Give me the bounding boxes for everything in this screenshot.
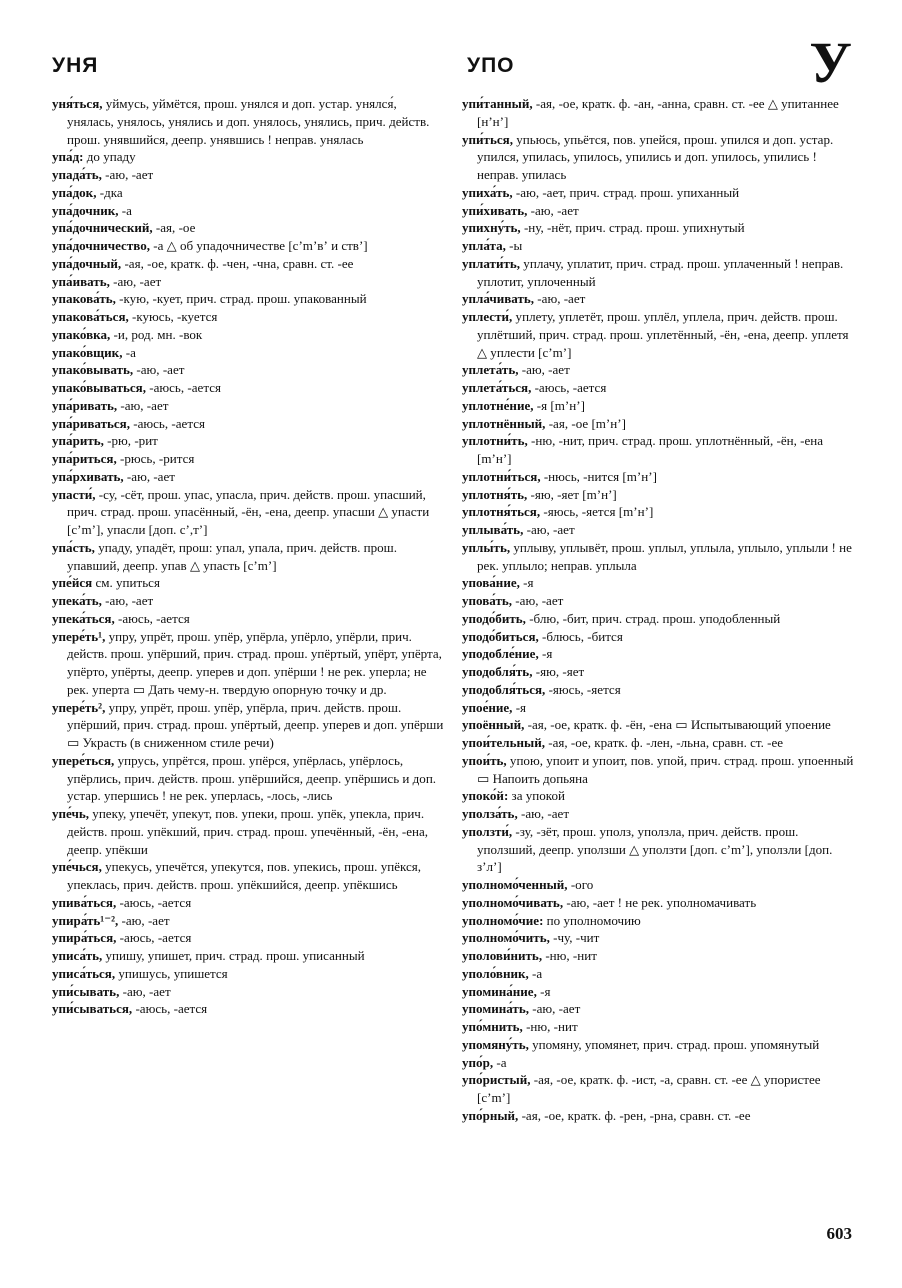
entry-headword: упа́ривать, xyxy=(52,397,118,413)
dictionary-entry xyxy=(52,148,444,166)
dictionary-entry xyxy=(462,184,854,202)
dictionary-entry xyxy=(52,379,444,397)
entry-body: -нюсь, -нится [mʼнʼ] xyxy=(540,468,657,484)
dictionary-entry xyxy=(52,592,444,610)
entry-body: -аю, -ает, прич. страд. прош. упиханный xyxy=(512,184,740,200)
entry-body: -яюсь, -яется xyxy=(545,681,621,697)
dictionary-entry xyxy=(462,237,854,255)
entry-headword: уплотне́ние, xyxy=(462,397,534,413)
entry-headword: упа́рхивать, xyxy=(52,468,124,484)
entry-body: -ая, -ое, кратк. ф. -ан, -анна, сравн. ст. -ее △ упитаннее [нʼнʼ] xyxy=(477,96,839,129)
entry-body: -ая, -ое xyxy=(152,220,196,236)
entry-headword: упе́чься, xyxy=(52,859,102,875)
entry-headword: уподобля́ться, xyxy=(462,681,546,697)
entry-headword: упакова́ться, xyxy=(52,309,129,324)
dictionary-entry xyxy=(462,432,854,468)
entry-headword: упа́дочный, xyxy=(52,255,122,271)
entry-headword: упако́вываться, xyxy=(52,380,146,395)
entry-headword: упако́вывать, xyxy=(52,362,134,378)
entry-body: -аю, -ает xyxy=(119,983,171,999)
entry-body: -ая, -ое, кратк. ф. -чен, -чна, сравн. ст. -ее xyxy=(121,255,354,271)
dictionary-entry xyxy=(462,397,854,415)
entry-headword: упе́йся xyxy=(52,575,93,591)
dictionary-entry xyxy=(52,468,444,486)
entry-body: -аю, -ает xyxy=(101,167,154,182)
entry-headword: уплотни́ться, xyxy=(462,468,541,484)
entry-body: уймусь, уймётся, прош. унялся и доп. устар. унялся́, унялась, унялось, унялись и доп. унялось, унялись, прич. действ. прош. унявшийся, деепр. унявшись ! неправ. унялась xyxy=(67,96,430,147)
dictionary-entry xyxy=(462,592,854,610)
entry-body: -ню, -нит xyxy=(522,1019,578,1034)
entry-headword: упои́ть, xyxy=(462,752,507,768)
dictionary-entry xyxy=(462,805,854,823)
entry-headword: упива́ться, xyxy=(52,894,117,910)
entry-body: упаду, упадёт, прош: упал, упала, прич. действ. прош. упавший, деепр. упав △ упасть [сʼmʼ] xyxy=(67,539,397,573)
dictionary-entry xyxy=(52,202,444,220)
entry-body: -аюсь, -ается xyxy=(116,894,192,910)
entry-body: -су, -сёт, прош. упас, упасла, прич. действ. прош. упасший, прич. страд. прош. упасённый, -ён, -ена, деепр. упасши △ упасти [сʼmʼ], упасли [доп. сʼ,тʼ] xyxy=(67,486,430,537)
entry-headword: упасти́, xyxy=(52,486,96,502)
entry-body: упрусь, упрётся, прош. упёрся, упёрлась, упёрлось, упёрлись, прич. действ. прош. упёршийся, деепр. упёршись и доп. устар. упершись ! не рек. уперлась, -лось, -лись xyxy=(67,752,437,804)
dictionary-entry xyxy=(52,574,444,592)
entry-headword: уползти́, xyxy=(462,823,513,839)
section-letter: У xyxy=(809,30,852,95)
dictionary-entry xyxy=(462,255,854,291)
entry-body: -блю, -бит, прич. страд. прош. уподобленный xyxy=(525,610,781,626)
entry-headword: упере́ться, xyxy=(52,752,115,768)
entry-body: -рюсь, -рится xyxy=(116,451,195,466)
entry-body: -ая, -ое, кратк. ф. -лен, -льна, сравн. ст. -ее xyxy=(544,735,784,750)
dictionary-entry xyxy=(462,752,854,788)
entry-body: -аюсь, -ается xyxy=(132,1001,208,1017)
entry-body: -а xyxy=(493,1054,507,1070)
dictionary-entry xyxy=(462,468,854,486)
entry-body: -аю, -ает xyxy=(101,593,154,608)
entry-body: уплету, уплетёт, прош. уплёл, уплела, прич. действ. прош. уплётший, прич. страд. прош. уплетённый, -ён, -ена, деепр. уплетя △ уплести [сʼmʼ] xyxy=(477,309,849,360)
entry-headword: упа́ивать, xyxy=(52,273,110,289)
dictionary-entry xyxy=(462,894,854,912)
entry-headword: упако́вка, xyxy=(52,326,111,342)
entry-headword: упира́ться, xyxy=(52,930,117,946)
entry-headword: уподобле́ние, xyxy=(462,646,539,662)
entry-headword: упере́ть², xyxy=(52,699,106,715)
dictionary-entry xyxy=(462,912,854,930)
entry-headword: упа́дочник, xyxy=(52,202,119,218)
entry-body: -зу, -зёт, прош. уполз, уползла, прич. действ. прош. уползший, деепр. уползши △ уползти [доп. сʼmʼ], уползли [доп. зʼлʼ] xyxy=(477,823,833,875)
entry-body: -ню, -нит xyxy=(542,948,597,963)
entry-headword: уплета́ться, xyxy=(462,380,532,395)
dictionary-entry xyxy=(462,716,854,734)
entry-body: упишу, упишет, прич. страд. прош. уписанный xyxy=(102,948,365,963)
entry-headword: уподо́биться, xyxy=(462,628,539,644)
entry-body: -я xyxy=(512,699,527,715)
entry-headword: упере́ть¹, xyxy=(52,628,106,644)
entry-body: -ая, -ое, кратк. ф. -ист, -а, сравн. ст. -ее △ упористее [сʼmʼ] xyxy=(477,1072,821,1105)
dictionary-entry xyxy=(462,1107,854,1125)
entry-headword: упа́д: xyxy=(52,149,84,165)
entry-headword: уполза́ть, xyxy=(462,806,518,821)
entry-headword: упова́ть, xyxy=(462,593,513,608)
entry-headword: упо́ристый, xyxy=(462,1072,531,1088)
running-head-right: УПО xyxy=(467,54,515,77)
dictionary-entry xyxy=(462,415,854,433)
entry-headword: упомина́ние, xyxy=(462,983,537,999)
entry-body: -я xyxy=(536,983,551,999)
dictionary-entry xyxy=(462,521,854,539)
dictionary-entry xyxy=(52,219,444,237)
entry-headword: уподо́бить, xyxy=(462,610,526,626)
entry-body: -блюсь, -бится xyxy=(538,628,623,644)
entry-headword: уплести́, xyxy=(462,309,513,324)
entry-body: -я xyxy=(538,646,553,662)
entry-headword: упа́дочнический, xyxy=(52,220,153,236)
dictionary-entry xyxy=(52,166,444,184)
entry-body: -аю, -ает xyxy=(518,362,570,378)
entry-headword: уподобля́ть, xyxy=(462,664,533,679)
entry-body: -аюсь, -ается xyxy=(146,380,221,395)
entry-headword: уполномо́чие: xyxy=(462,912,544,928)
entry-body: -аю, -ает xyxy=(523,522,575,537)
dictionary-entry xyxy=(52,539,444,575)
entry-headword: упа́риваться, xyxy=(52,415,130,431)
entry-headword: уня́ться, xyxy=(52,96,103,111)
entry-body: -аю, -ает xyxy=(517,806,570,821)
dictionary-entry xyxy=(462,787,854,805)
entry-headword: уполо́вник, xyxy=(462,965,529,981)
entry-headword: упакова́ть, xyxy=(52,291,116,307)
entry-headword: упои́тельный, xyxy=(462,735,545,750)
entry-headword: упи́танный, xyxy=(462,96,533,111)
dictionary-entry xyxy=(52,628,444,699)
entry-headword: упла́та, xyxy=(462,238,506,253)
dictionary-entry xyxy=(52,255,444,273)
entry-body: -аю, -ает xyxy=(529,1001,581,1017)
entry-body: -я [mʼнʼ] xyxy=(533,397,585,413)
dictionary-entry xyxy=(52,308,444,326)
dictionary-entry xyxy=(462,1018,854,1036)
entry-headword: упо́мнить, xyxy=(462,1019,523,1034)
entry-body: упишусь, упишется xyxy=(115,965,228,981)
entry-headword: уполови́нить, xyxy=(462,948,543,963)
entry-body: упру, упрёт, прош. упёр, упёрла, упёрло, упёрли, прич. действ. прош. упёрший, прич. страд. прош. упёртый, упёрт, упёрта, упёрто, упёрты, деепр. уперев и доп. упёрши ! не рек. уперла; не рек. уперта ▭ Дать чему-н. твердую опорную точку и др. xyxy=(67,628,442,697)
entry-headword: упова́ние, xyxy=(462,575,520,591)
entry-body: до упаду xyxy=(83,149,136,165)
dictionary-entry xyxy=(462,929,854,947)
entry-body: -ну, -нёт, прич. страд. прош. упихнутый xyxy=(520,220,745,236)
entry-body: -аюсь, -ается xyxy=(116,930,192,946)
dictionary-entry xyxy=(52,752,444,805)
entry-headword: упира́ть¹⁻², xyxy=(52,912,119,928)
dictionary-entry xyxy=(52,344,444,362)
entry-headword: упла́чивать, xyxy=(462,291,535,307)
dictionary-entry xyxy=(52,290,444,308)
entry-headword: упихну́ть, xyxy=(462,220,521,236)
entry-body: -рю, -рит xyxy=(103,433,158,449)
entry-body: -яю, -яет xyxy=(532,664,585,679)
dictionary-entry xyxy=(52,361,444,379)
entry-body: -аю, -ает xyxy=(512,593,564,608)
entry-body: упеку, упечёт, упекут, пов. упеки, прош. упёк, упекла, прич. действ. прош. упёкший, прич. страд. прош. упечённый, -ён, -ена, деепр. упёкши xyxy=(67,806,429,857)
entry-body: -а xyxy=(118,202,132,218)
dictionary-entry xyxy=(52,326,444,344)
entry-body: -а xyxy=(122,344,136,360)
dictionary-entry xyxy=(462,663,854,681)
entry-headword: упи́сывать, xyxy=(52,983,120,999)
entry-headword: упа́риться, xyxy=(52,451,117,466)
dictionary-entry xyxy=(52,1000,444,1018)
entry-body: -аюсь, -ается xyxy=(114,610,190,626)
left-column xyxy=(52,95,444,1018)
entry-headword: упомина́ть, xyxy=(462,1001,529,1017)
entry-body: -дка xyxy=(96,184,123,200)
dictionary-entry xyxy=(462,965,854,983)
dictionary-entry xyxy=(462,361,854,379)
entry-headword: уплотня́ть, xyxy=(462,486,528,502)
entry-headword: упи́ться, xyxy=(462,131,513,147)
dictionary-entry xyxy=(462,947,854,965)
entry-headword: уписа́ть, xyxy=(52,948,103,963)
dictionary-entry xyxy=(52,397,444,415)
dictionary-entry xyxy=(52,95,444,148)
entry-headword: упо́рный, xyxy=(462,1107,519,1123)
dictionary-entry xyxy=(462,699,854,717)
entry-body: -и, род. мн. -вок xyxy=(110,326,203,342)
entry-headword: уполномо́чить, xyxy=(462,930,550,946)
entry-headword: упоко́й: xyxy=(462,788,509,804)
dictionary-entry xyxy=(52,965,444,983)
dictionary-entry xyxy=(462,539,854,575)
entry-body: -аю, -ает ! не рек. уполномачивать xyxy=(563,894,757,910)
entry-body: по уполномочию xyxy=(543,912,641,928)
dictionary-entry xyxy=(462,610,854,628)
dictionary-entry xyxy=(462,1036,854,1054)
dictionary-entry xyxy=(52,894,444,912)
entry-body: -а △ об упадочничестве [сʼmʼвʼ и ствʼ] xyxy=(150,238,368,253)
dictionary-entry xyxy=(462,983,854,1001)
entry-headword: упека́ть, xyxy=(52,593,102,608)
entry-headword: уплотня́ться, xyxy=(462,504,541,520)
entry-body: упомяну, упомянет, прич. страд. прош. упомянутый xyxy=(528,1036,820,1052)
dictionary-entry xyxy=(462,628,854,646)
entry-body: -аю, -ает xyxy=(534,291,586,307)
entry-body: см. упиться xyxy=(92,575,160,591)
entry-headword: упада́ть, xyxy=(52,167,102,182)
dictionary-entry xyxy=(52,486,444,539)
entry-body: -аю, -ает xyxy=(109,273,162,289)
entry-body: -куюсь, -куется xyxy=(128,309,218,324)
dictionary-entry xyxy=(462,308,854,361)
entry-headword: уплотнённый, xyxy=(462,415,546,431)
dictionary-entry xyxy=(462,1054,854,1072)
entry-body: -ню, -нит, прич. страд. прош. уплотнённый, -ён, -ена [mʼнʼ] xyxy=(477,433,824,466)
running-head-left: УНЯ xyxy=(52,54,99,77)
entry-body: -ая, -ое, кратк. ф. -рен, -рна, сравн. ст. -ее xyxy=(518,1107,751,1123)
dictionary-entry xyxy=(52,947,444,965)
entry-body: уплыву, уплывёт, прош. уплыл, уплыла, уплыло, уплыли ! не рек. уплыло; неправ. уплыла xyxy=(477,539,852,573)
entry-headword: упе́чь, xyxy=(52,806,90,821)
dictionary-entry xyxy=(462,876,854,894)
entry-body: упекусь, упечётся, упекутся, пов. упекись, прош. упёкся, упеклась, прич. действ. прош. упёкшийся, деепр. упёкшись xyxy=(67,859,422,892)
dictionary-entry xyxy=(462,1071,854,1107)
dictionary-entry xyxy=(462,219,854,237)
entry-body: -аю, -ает xyxy=(118,912,170,928)
dictionary-entry xyxy=(52,912,444,930)
entry-headword: уплы́ть, xyxy=(462,539,511,555)
entry-headword: упи́хивать, xyxy=(462,202,528,218)
entry-headword: упа́сть, xyxy=(52,539,95,555)
dictionary-entry xyxy=(52,415,444,433)
entry-body: -а xyxy=(528,965,543,981)
entry-headword: упи́сываться, xyxy=(52,1001,133,1017)
dictionary-entry xyxy=(52,929,444,947)
entry-headword: уполномо́ченный, xyxy=(462,877,568,892)
entry-headword: упо́р, xyxy=(462,1054,494,1070)
dictionary-entry xyxy=(52,273,444,291)
entry-body: -яюсь, -яется [mʼнʼ] xyxy=(540,504,654,520)
entry-body: -кую, -кует, прич. страд. прош. упакованный xyxy=(115,291,367,307)
dictionary-entry xyxy=(462,823,854,876)
entry-headword: упа́док, xyxy=(52,184,97,200)
entry-headword: упа́дочничество, xyxy=(52,238,150,253)
dictionary-entry xyxy=(52,237,444,255)
dictionary-entry xyxy=(52,805,444,858)
entry-body: -аю, -ает xyxy=(133,362,185,378)
entry-headword: уплета́ть, xyxy=(462,362,519,378)
entry-body: упру, упрёт, прош. упёр, упёрла, прич. действ. прош. упёрший, прич. страд. прош. упёртый, деепр. уперев и доп. упёрши ▭ Украсть (в сниженном стиле речи) xyxy=(67,699,444,750)
dictionary-entry xyxy=(462,574,854,592)
page-number: 603 xyxy=(826,1224,852,1243)
dictionary-entry xyxy=(52,983,444,1001)
entry-body: -аюсь, -ается xyxy=(130,415,205,431)
entry-body: -ая, -ое, кратк. ф. -ён, -ена ▭ Испытывающий упоение xyxy=(524,717,831,733)
entry-headword: упое́ние, xyxy=(462,699,513,715)
dictionary-entry xyxy=(462,645,854,663)
entry-body: -я xyxy=(519,575,534,591)
dictionary-entry xyxy=(52,858,444,894)
dictionary-entry xyxy=(52,699,444,752)
dictionary-entry xyxy=(462,503,854,521)
entry-body: -аю, -ает xyxy=(527,202,579,218)
entry-headword: уплотни́ть, xyxy=(462,433,528,449)
dictionary-entry xyxy=(462,202,854,220)
entry-headword: упиха́ть, xyxy=(462,184,513,200)
dictionary-entry xyxy=(462,379,854,397)
entry-headword: уплыва́ть, xyxy=(462,522,524,537)
entry-body: упою, упоит и упоит, пов. упой, прич. страд. прош. упоенный ▭ Напоить допьяна xyxy=(477,752,854,786)
dictionary-entry xyxy=(462,131,854,184)
entry-headword: упако́вщик, xyxy=(52,344,123,360)
dictionary-entry xyxy=(462,1000,854,1018)
dictionary-entry xyxy=(462,486,854,504)
entry-headword: уплати́ть, xyxy=(462,255,521,271)
dictionary-entry xyxy=(462,95,854,131)
dictionary-entry xyxy=(52,184,444,202)
entry-body: -яю, -яет [mʼнʼ] xyxy=(527,486,617,502)
entry-body: -ы xyxy=(505,238,523,253)
dictionary-entry xyxy=(52,450,444,468)
entry-body: за упокой xyxy=(508,788,565,804)
entry-headword: упа́рить, xyxy=(52,433,104,449)
dictionary-entry xyxy=(462,290,854,308)
dictionary-entry xyxy=(52,610,444,628)
entry-body: -аю, -ает xyxy=(117,397,169,413)
entry-body: -аюсь, -ается xyxy=(531,380,607,395)
entry-body: -аю, -ает xyxy=(123,468,175,484)
entry-headword: уполномо́чивать, xyxy=(462,894,564,910)
entry-body: уплачу, уплатит, прич. страд. прош. уплаченный ! неправ. уплотит, уплоченный xyxy=(477,255,844,289)
dictionary-entry xyxy=(462,681,854,699)
dictionary-entry xyxy=(52,432,444,450)
entry-body: -ого xyxy=(567,877,594,892)
right-column xyxy=(462,95,854,1125)
dictionary-entry xyxy=(462,734,854,752)
entry-body: -чу, -чит xyxy=(549,930,600,946)
entry-headword: упека́ться, xyxy=(52,610,115,626)
entry-body: упьюсь, упьётся, пов. упейся, прош. упился и доп. устар. упился, упилась, упилось, упились и доп. упилось, упились ! неправ. упилась xyxy=(477,131,834,182)
entry-body: -ая, -ое [mʼнʼ] xyxy=(545,415,626,431)
entry-headword: упомяну́ть, xyxy=(462,1036,529,1052)
entry-headword: уписа́ться, xyxy=(52,965,116,981)
entry-headword: упоённый, xyxy=(462,717,525,733)
